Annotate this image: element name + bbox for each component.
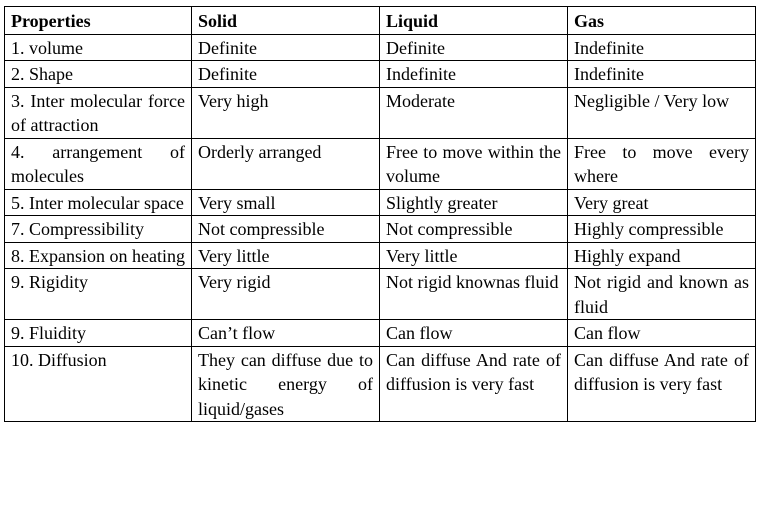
liquid-cell: Indefinite: [380, 61, 568, 88]
table-row: [5, 138, 756, 189]
property-cell: 10. Diffusion: [5, 346, 192, 422]
states-of-matter-table: [4, 6, 756, 422]
solid-cell: Very small: [192, 189, 380, 216]
gas-cell: Indefinite: [568, 61, 756, 88]
solid-cell: Definite: [192, 34, 380, 61]
property-cell: 1. volume: [5, 34, 192, 61]
gas-cell: Highly expand: [568, 242, 756, 269]
liquid-cell: Can diffuse And rate of diffusion is very fast: [380, 346, 568, 422]
property-cell: 9. Fluidity: [5, 320, 192, 347]
gas-cell: Indefinite: [568, 34, 756, 61]
liquid-cell: Free to move within the volume: [380, 138, 568, 189]
table-row: [5, 87, 756, 138]
liquid-cell: Slightly greater: [380, 189, 568, 216]
property-cell: 5. Inter molecular space: [5, 189, 192, 216]
liquid-cell: Not compressible: [380, 216, 568, 243]
table-row: [5, 189, 756, 216]
header-liquid: Liquid: [380, 7, 568, 35]
gas-cell: Can flow: [568, 320, 756, 347]
table-row: [5, 346, 756, 422]
gas-cell: Very great: [568, 189, 756, 216]
header-gas: Gas: [568, 7, 756, 35]
liquid-cell: Can flow: [380, 320, 568, 347]
liquid-cell: Very little: [380, 242, 568, 269]
solid-cell: Very little: [192, 242, 380, 269]
liquid-cell: Definite: [380, 34, 568, 61]
table-row: [5, 320, 756, 347]
gas-cell: Can diffuse And rate of diffusion is very fast: [568, 346, 756, 422]
solid-cell: Very high: [192, 87, 380, 138]
gas-cell: Not rigid and known as fluid: [568, 269, 756, 320]
property-cell: 9. Rigidity: [5, 269, 192, 320]
gas-cell: Free to move every where: [568, 138, 756, 189]
liquid-cell: Not rigid knownas fluid: [380, 269, 568, 320]
property-cell: 8. Expansion on heating: [5, 242, 192, 269]
table-row: [5, 61, 756, 88]
table-header: [5, 7, 756, 35]
table-row: [5, 34, 756, 61]
solid-cell: Can’t flow: [192, 320, 380, 347]
table-row: [5, 242, 756, 269]
solid-cell: Orderly arranged: [192, 138, 380, 189]
property-cell: 4. arrangement of molecules: [5, 138, 192, 189]
solid-cell: Very rigid: [192, 269, 380, 320]
property-cell: 7. Compressibility: [5, 216, 192, 243]
table-row: [5, 216, 756, 243]
solid-cell: Definite: [192, 61, 380, 88]
property-cell: 2. Shape: [5, 61, 192, 88]
liquid-cell: Moderate: [380, 87, 568, 138]
header-row: [5, 7, 756, 35]
table-row: [5, 269, 756, 320]
header-properties: Properties: [5, 7, 192, 35]
property-cell: 3. Inter molecular force of attraction: [5, 87, 192, 138]
solid-cell: They can diffuse due to kinetic energy of liquid/gases: [192, 346, 380, 422]
gas-cell: Negligible / Very low: [568, 87, 756, 138]
table-body: [5, 34, 756, 422]
header-solid: Solid: [192, 7, 380, 35]
solid-cell: Not compressible: [192, 216, 380, 243]
gas-cell: Highly compressible: [568, 216, 756, 243]
